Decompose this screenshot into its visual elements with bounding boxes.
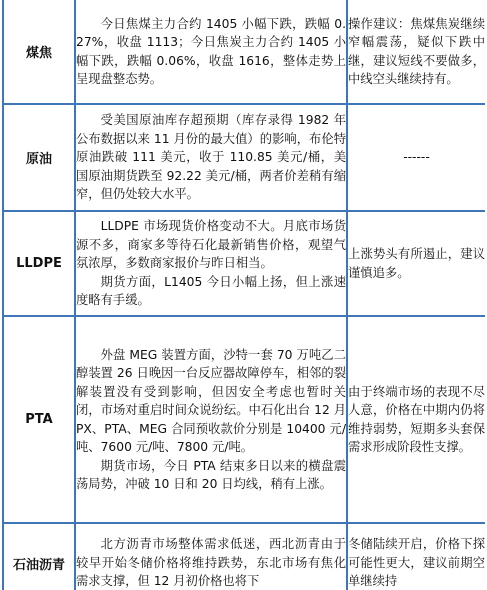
market-commentary-table	[2, 0, 485, 590]
description-paragraph: 北方沥青市场整体需求低迷，西北沥青由于较早开始冬储价格将维持跌势，东北市场有焦化需求支撑，但 12 月初价格也将下	[76, 537, 346, 589]
commodity-name: 石油沥青	[3, 523, 75, 590]
table-row-coal-coke	[3, 0, 485, 104]
trading-advice	[347, 0, 485, 104]
advice-text: 上涨势头有所遏止，建议谨慎追多。	[348, 247, 485, 280]
market-description	[75, 523, 347, 590]
trading-advice	[347, 211, 485, 316]
commodity-name: 煤焦	[3, 0, 75, 104]
trading-advice	[347, 104, 485, 211]
market-description	[75, 211, 347, 316]
description-paragraph: 受美国原油库存超预期（库存录得 1982 年公布数据以来 11 月份的最大值）的影响，布伦特原油跌破 111 美元，收于 110.85 美元/桶，美国原油期货跌至 92.22 美元/桶，两者价差稍有缩窄，但仍处较大水平。	[76, 113, 346, 202]
commodity-name: PTA	[3, 316, 75, 523]
description-paragraph: 外盘 MEG 装置方面，沙特一套 70 万吨乙二醇装置 26 日晚因一台反应器故障停车，相邻的裂解装置没有受到影响，但因安全考虑也暂时关闭，市场对重启时间众说纷纭。中石化出台 12 月 PX、PTA、MEG 合同预收款价分别是 10400 元/吨、7600 元/吨、7800 元/吨。	[76, 347, 346, 454]
description-paragraph: 期货市场，今日 PTA 结束多日以来的横盘震荡局势，冲破 10 日和 20 日均线，稍有上涨。	[76, 458, 346, 491]
description-paragraph: 期货方面，L1405 今日小幅上扬，但上涨速度略有手缓。	[76, 274, 346, 308]
table-row-pta	[3, 316, 485, 523]
report-page	[2, 0, 485, 590]
trading-advice	[347, 523, 485, 590]
advice-text: 操作建议：焦煤焦炭继续窄幅震荡，疑似下跌中继，建议短线不要做多，中线空头继续持有。	[348, 16, 485, 86]
advice-text: 冬储陆续开启，价格下探可能性更大，建议前期空单继续持	[348, 537, 485, 589]
description-paragraph: 今日焦煤主力合约 1405 小幅下跌，跌幅 0.27%，收盘 1113；今日焦炭主力合约 1405 小幅下跌，跌幅 0.06%，收盘 1616，整体走势上呈现盘整态势。	[76, 16, 346, 86]
table-row-crude-oil	[3, 104, 485, 211]
market-description	[75, 104, 347, 211]
commodity-name: LLDPE	[3, 211, 75, 316]
table-row-lldpe	[3, 211, 485, 316]
market-description	[75, 316, 347, 523]
advice-text: ------	[403, 150, 430, 165]
market-description	[75, 0, 347, 104]
commodity-name: 原油	[3, 104, 75, 211]
advice-text: 由于终端市场的表现不尽人意，价格在中期内仍将维持弱势，短期多头套保需求形成阶段性支撑。	[348, 384, 485, 454]
trading-advice	[347, 316, 485, 523]
description-paragraph: LLDPE 市场现货价格变动不大。月底市场货源不多，商家多等待石化最新销售价格，观望气氛浓厚，多数商家报价与昨日相当。	[76, 219, 346, 271]
table-row-asphalt	[3, 523, 485, 590]
